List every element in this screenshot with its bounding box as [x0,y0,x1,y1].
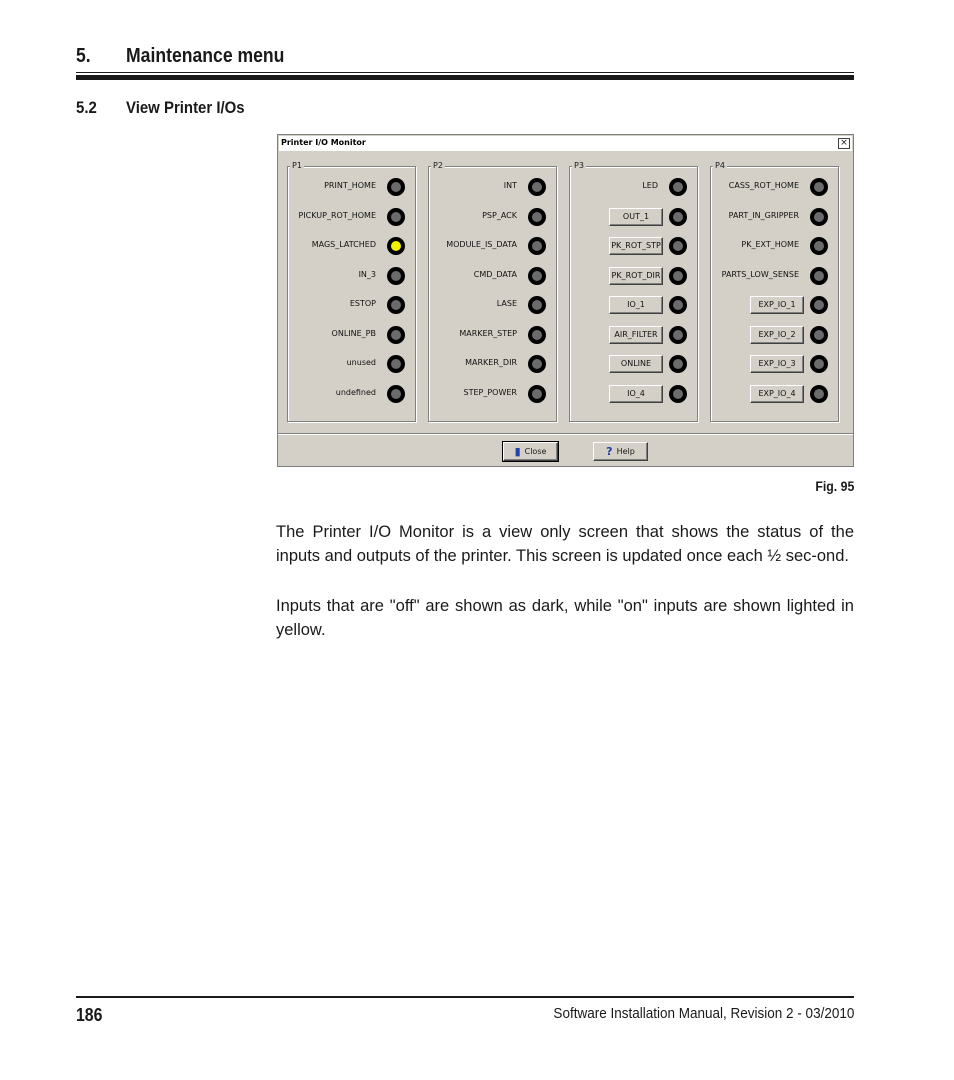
io-button-exp-io-4[interactable]: EXP_IO_4 [750,385,804,403]
group-p4 [710,161,839,422]
group-label: P3 [574,161,584,170]
io-button-exp-io-1[interactable]: EXP_IO_1 [750,296,804,314]
body-paragraph-2: Inputs that are "off" are shown as dark, while "on" inputs are shown lighted in yellow. [276,597,854,639]
io-row [570,325,699,345]
status-led-icon [669,385,687,403]
io-label-print-home: PRINT_HOME [324,181,376,190]
io-label-pickup-rot-home: PICKUP_ROT_HOME [298,210,376,220]
io-button-io-4[interactable]: IO_4 [609,385,663,403]
close-icon[interactable]: × [838,138,850,149]
status-led-icon [387,178,405,196]
io-button-exp-io-2[interactable]: EXP_IO_2 [750,326,804,344]
io-button-air-filter[interactable]: AIR_FILTER [609,326,663,344]
chapter-heading [76,45,854,71]
printer-io-monitor-dialog [277,134,854,467]
group-label: P2 [433,161,443,170]
status-led-icon [810,355,828,373]
io-label-marker-step: MARKER_STEP [459,328,517,338]
io-row [711,295,840,315]
io-row [570,295,699,315]
body-paragraph-1: The Printer I/O Monitor is a view only screen that shows the status of the inputs and outputs of the printer. This screen is updated once each ½ sec-ond. [276,523,854,565]
status-led-icon [810,385,828,403]
io-label-lase: LASE [496,299,517,308]
io-label-parts-low-sense: PARTS_LOW_SENSE [721,269,799,279]
io-row [288,236,417,256]
io-button-pk-rot-stp[interactable]: PK_ROT_STP [609,237,663,255]
header-rule-thin [76,72,854,73]
io-row [570,354,699,374]
group-label: P4 [715,161,725,170]
io-label-psp-ack: PSP_ACK [482,210,517,220]
status-led-icon [528,267,546,285]
io-button-pk-rot-dir[interactable]: PK_ROT_DIR [609,267,663,285]
footer-rule [76,996,854,998]
status-led-icon [669,237,687,255]
status-led-icon [387,296,405,314]
figure-caption: Fig. 95 [814,478,854,494]
io-row [570,207,699,227]
status-led-icon [387,385,405,403]
io-row [288,266,417,286]
io-label-cmd-data: CMD_DATA [473,269,517,279]
status-led-icon [669,208,687,226]
io-button-out-1[interactable]: OUT_1 [609,208,663,226]
group-p1 [287,161,416,422]
io-label-in-3: IN_3 [358,269,376,279]
io-row [711,236,840,256]
group-p3 [569,161,698,422]
status-led-icon [810,296,828,314]
section-number: 5.2 [76,98,97,117]
io-label-step-power: STEP_POWER [463,387,517,397]
status-led-icon [810,208,828,226]
status-led-icon [528,237,546,255]
io-row [711,325,840,345]
io-row [429,266,558,286]
io-label-led: LED [642,181,658,190]
io-label-undefined: undefined [335,387,376,397]
io-row [288,354,417,374]
question-mark-icon: ? [606,445,613,458]
io-row [288,177,417,197]
status-led-icon [528,326,546,344]
status-led-icon [810,178,828,196]
status-led-icon [669,267,687,285]
status-led-icon [669,326,687,344]
io-row [570,177,699,197]
status-led-icon [387,237,405,255]
help-button[interactable] [593,442,648,461]
footer-document-title: Software Installation Manual, Revision 2 - 03/2010 [553,1005,854,1022]
io-row [711,266,840,286]
io-row [570,266,699,286]
io-label-unused: unused [346,358,376,367]
io-label-int: INT [503,181,517,190]
io-row [711,177,840,197]
io-row [288,207,417,227]
status-led-icon [387,355,405,373]
io-label-part-in-gripper: PART_IN_GRIPPER [728,210,799,220]
status-led-icon [528,178,546,196]
group-label: P1 [292,161,302,170]
io-row [429,325,558,345]
chapter-number: 5. [76,45,91,67]
status-led-icon [810,326,828,344]
dialog-titlebar [279,136,852,151]
header-rule-thick [76,75,854,80]
help-button-label: Help [616,447,635,456]
io-row [429,295,558,315]
io-label-estop: ESTOP [349,299,376,308]
io-row [429,236,558,256]
close-button-label: Close [524,447,547,456]
close-button[interactable] [503,442,558,461]
section-title: View Printer I/Os [126,98,245,117]
io-row [429,384,558,404]
status-led-icon [528,385,546,403]
status-led-icon [528,355,546,373]
io-row [429,177,558,197]
status-led-icon [528,296,546,314]
status-led-icon [387,208,405,226]
dialog-separator [278,433,853,435]
status-led-icon [387,267,405,285]
status-led-icon [669,296,687,314]
status-led-icon [669,355,687,373]
status-led-icon [528,208,546,226]
io-row [711,354,840,374]
page-number: 186 [76,1005,103,1025]
io-label-pk-ext-home: PK_EXT_HOME [741,240,799,249]
io-button-exp-io-3[interactable]: EXP_IO_3 [750,355,804,373]
status-led-icon [810,237,828,255]
chapter-title: Maintenance menu [126,45,285,67]
io-label-online-pb: ONLINE_PB [331,328,376,338]
io-row [570,384,699,404]
io-row [429,207,558,227]
io-label-cass-rot-home: CASS_ROT_HOME [728,181,799,190]
io-row [570,236,699,256]
io-row [711,207,840,227]
door-icon: ▮ [514,445,521,458]
io-row [288,384,417,404]
group-p2 [428,161,557,422]
io-button-online[interactable]: ONLINE [609,355,663,373]
io-row [288,325,417,345]
io-row [711,384,840,404]
io-label-marker-dir: MARKER_DIR [465,358,517,367]
io-label-mags-latched: MAGS_LATCHED [311,240,376,249]
io-button-io-1[interactable]: IO_1 [609,296,663,314]
io-label-module-is-data: MODULE_IS_DATA [446,240,517,249]
status-led-icon [387,326,405,344]
status-led-icon [669,178,687,196]
status-led-icon [810,267,828,285]
dialog-title: Printer I/O Monitor [281,138,366,147]
io-row [288,295,417,315]
io-row [429,354,558,374]
